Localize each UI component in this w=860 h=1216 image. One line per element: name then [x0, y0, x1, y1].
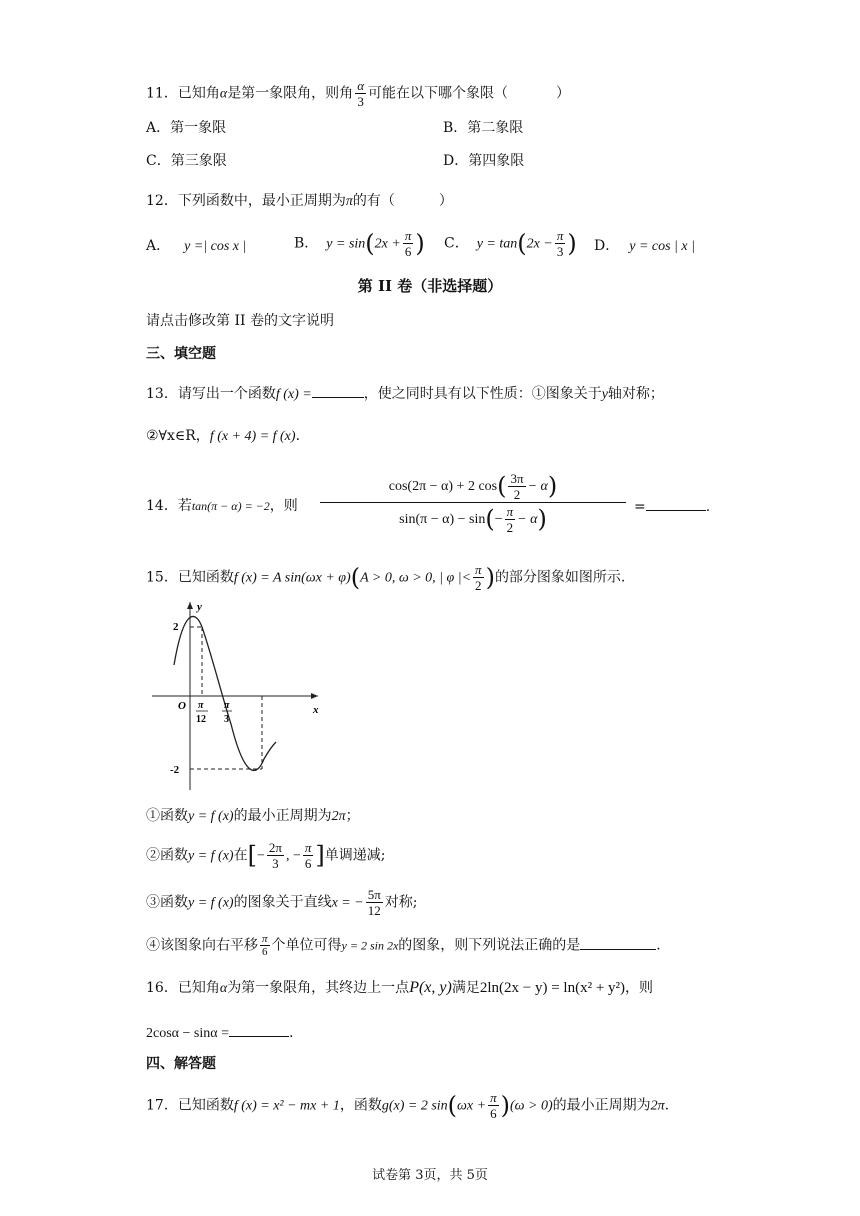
- q15-answer-blank[interactable]: [580, 935, 656, 950]
- graph-tick1-den: 12: [196, 714, 206, 725]
- question-17: 17．已知函数f (x) = x² − mx + 1，函数g(x) = 2 sin(ωx + $\frac{\pi}{6}$ )(ω > 0)的最小正周期为2π.: [146, 1090, 670, 1121]
- graph-tick2-den: 3: [224, 714, 229, 725]
- sine-curve: [174, 616, 276, 770]
- exam-page: 11．已知角α是第一象限角，则角 $\frac{\alpha}{3}$ 可能在以下哪个象限（ ） A．第一象限 B．第二象限 C．第三象限 D．第四象限 12．下列函数中，最小正周期为π的有（ ） A． y =| cos x | B． y = sin(2x + $\frac{\pi}{6}$ ) C． y = tan(2x − $\frac{\pi}{3}$ ) D． y = cos | x | 第 II 卷（非选择题） 请点击修改第 II 卷的文字说明 三、填空题 13．请写出一个函数f (x) = ，使之同时具有以下性质：①图象关于y轴对称； ②∀x∈R，f (x + 4) = f (x). 14．若tan(π − α) = −2，则 cos(2π − α) + 2 cos( $\frac{3\pi}{2}$ − α) sin(π − α) − sin(− $\frac{\pi}{2}$ − α) = . 15．已知函数f (x) = A sin(ωx + φ)(A > 0, ω > 0, | φ |< $\frac{\pi}{2}$ )的部分图象如图所示. y x O 2 -2 π 12 π 3 ①函数y = f (x)的最小正周期为2π； ②函数y = f (x)在[− $\frac{2\pi}{3}$ , − $\frac{\pi}{6}$ ]单调递减; ③函数y = f (x)的图象关于直线x = − $\frac{5\pi}{12}$ 对称; ④该图象向右平移 $\frac{\pi}{6}$ 个单位可得y = 2 sin 2x的图象，则下列说法正确的是 . 16．已知角α为第一象限角，其终边上一点P(x, y)满足2ln(2x − y) = ln(x² + y²)，则 2cosα − sinα = . 四、解答题 17．已知函数f (x) = x² − mx + 1，函数g(x) = 2 sin(ωx + $\frac{\pi}{6}$ )(ω > 0)的最小正周期为2π. 试卷第 3页，共 5页: [0, 0, 860, 1216]
- question-13-line2: ②∀x∈R，f (x + 4) = f (x).: [146, 428, 301, 444]
- section-2-note[interactable]: 请点击修改第 II 卷的文字说明: [146, 313, 334, 329]
- part-4-heading: 四、解答题: [146, 1056, 216, 1072]
- q13-answer-blank[interactable]: [312, 383, 364, 398]
- q15-function-graph: [150, 596, 330, 796]
- q12-option-d[interactable]: D． y = cos | x |: [594, 238, 695, 254]
- q11-option-b[interactable]: B．第二象限: [443, 120, 524, 136]
- q11-option-a[interactable]: A．第一象限: [146, 120, 227, 136]
- question-13: 13．请写出一个函数f (x) = ，使之同时具有以下性质：①图象关于y轴对称；: [146, 383, 664, 405]
- graph-tick1-num: π: [198, 700, 204, 711]
- question-15: 15．已知函数f (x) = A sin(ωx + φ)(A > 0, ω > 0, | φ |< $\frac{\pi}{2}$ )的部分图象如图所示.: [146, 562, 626, 593]
- question-16-line2: 2cosα − sinα = .: [146, 1022, 293, 1044]
- q12-option-c[interactable]: C． y = tan(2x − $\frac{\pi}{3}$ ): [444, 228, 577, 259]
- q15-statement-1: ①函数y = f (x)的最小正周期为2π；: [146, 808, 360, 824]
- graph-top-value: 2: [173, 621, 179, 633]
- graph-origin: O: [178, 700, 186, 712]
- graph-y-label: y: [197, 601, 202, 613]
- q14-answer-blank[interactable]: [646, 496, 706, 511]
- q14-fraction: cos(2π − α) + 2 cos( $\frac{3\pi}{2}$ − α) sin(π − α) − sin(− $\frac{\pi}{2}$ − α): [318, 470, 628, 535]
- part-3-heading: 三、填空题: [146, 346, 216, 362]
- q15-statement-2: ②函数y = f (x)在[− $\frac{2\pi}{3}$ , − $\frac{\pi}{6}$ ]单调递减;: [146, 840, 386, 871]
- graph-bottom-value: -2: [170, 764, 180, 776]
- q12-option-b[interactable]: B． y = sin(2x + $\frac{\pi}{6}$ ): [294, 228, 425, 259]
- page-footer: 试卷第 3页，共 5页: [372, 1168, 488, 1183]
- question-11: 11．已知角α是第一象限角，则角 $\frac{\alpha}{3}$ 可能在以下哪个象限（ ）: [146, 78, 571, 109]
- q16-answer-blank[interactable]: [229, 1022, 289, 1037]
- graph-x-label: x: [313, 704, 319, 716]
- q11-option-d[interactable]: D．第四象限: [443, 153, 525, 169]
- q12-option-a[interactable]: A． y =| cos x |: [146, 238, 247, 254]
- question-16: 16．已知角α为第一象限角，其终边上一点P(x, y)满足2ln(2x − y) = ln(x² + y²)，则: [146, 979, 654, 996]
- q11-option-c[interactable]: C．第三象限: [146, 153, 227, 169]
- section-2-title: 第 II 卷（非选择题）: [357, 277, 503, 295]
- graph-tick2-num: π: [224, 700, 230, 711]
- q15-statement-4: ④该图象向右平移 $\frac{\pi}{6}$ 个单位可得y = 2 sin 2x的图象，则下列说法正确的是 .: [146, 933, 661, 958]
- question-12: 12．下列函数中，最小正周期为π的有（ ）: [146, 193, 453, 209]
- q15-statement-3: ③函数y = f (x)的图象关于直线x = − $\frac{5\pi}{12}$ 对称;: [146, 887, 418, 918]
